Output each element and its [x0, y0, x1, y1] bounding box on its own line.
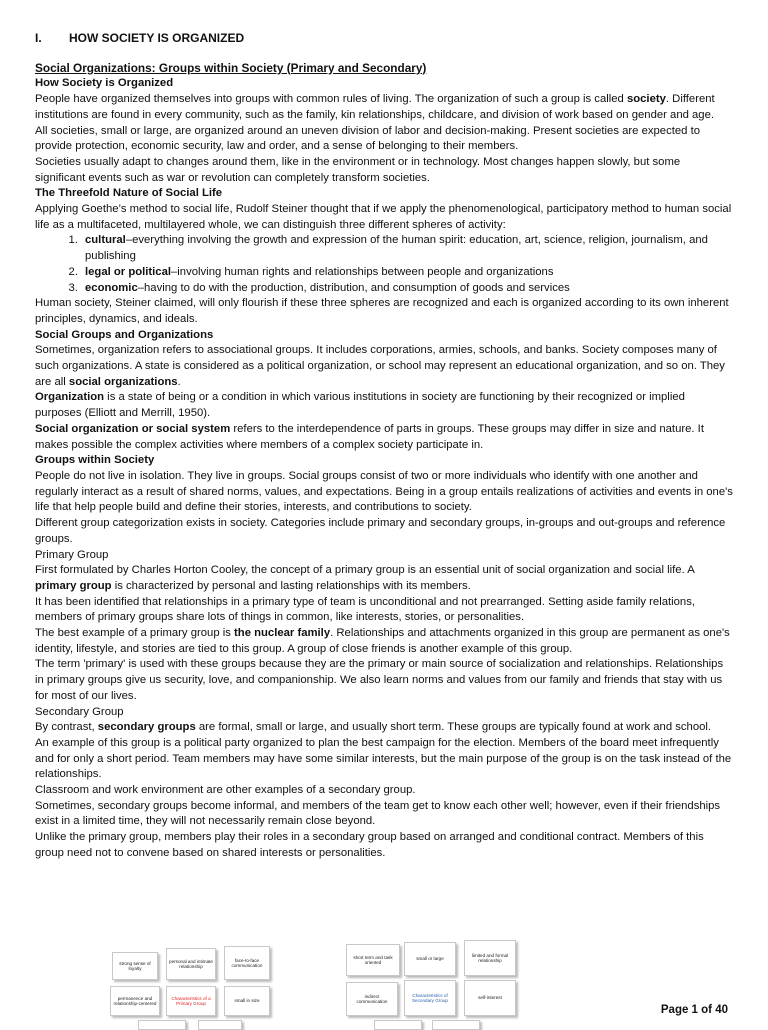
diagram-box-partial: [198, 1020, 242, 1030]
diagram-box: face-to-face communication: [224, 946, 270, 980]
primary-heading: Primary Group: [35, 548, 109, 561]
threefold-heading: The Threefold Nature of Social Life: [35, 187, 223, 200]
secondary-paragraph-2: An example of this group is a political party organized to plan the best campaign for the election. Members of the board meet infrequently and for only a short period. Team members may have some similar interests, but the main purpose of the group is on the task instead of the relationships.: [35, 736, 732, 781]
secondary-paragraph-5: Unlike the primary group, members play their roles in a secondary group based on arranged and conditional contract. Members of this group need not to convene based on shared interests or personalities.: [35, 831, 704, 859]
within-paragraph-2: Different group categorization exists in society. Categories include primary and secondary groups, in-groups and out-groups and reference groups.: [35, 517, 726, 545]
characteristics-diagrams: [0, 934, 768, 1024]
threefold-outro: Human society, Steiner claimed, will only flourish if these three spheres are recognized and each is organized according to its own inherent principles, dynamics, and ideals.: [35, 297, 729, 325]
secondary-paragraph-1: By contrast, secondary groups are formal, small or large, and usually short term. These groups are typically found at work and school.: [35, 721, 712, 734]
threefold-intro: Applying Goethe’s method to social life, Rudolf Steiner thought that if we apply the phenomenological, participatory method to human social life as a multifaceted, multilayered whole, we can distinguish three different spheres of activity:: [35, 203, 732, 231]
diagram-center-box: Characteristics of Secondary Group: [404, 980, 456, 1016]
how-paragraph-1: People have organized themselves into groups with common rules of living. The organization of such a group is called society. Different institutions are found in every community, such as the family, kin relationships, childcare, and division of work based on gender and age.: [35, 93, 715, 121]
secondary-paragraph-4: Sometimes, secondary groups become informal, and members of the team get to know each other well; however, even if their friendships exist in a limited time, they will not necessarily remain close beyond.: [35, 799, 721, 828]
list-item: 1. cultural–everything involving the growth and expression of the human spirit: education, art, science, religion, journalism, and publishing: [81, 233, 733, 264]
section-heading: [35, 31, 733, 47]
diagram-center-box: Characteristics of a Primary Group: [166, 986, 216, 1016]
primary-paragraph-1: First formulated by Charles Horton Cooley, the concept of a primary group is an essential unit of social organization and social life. A primary group is characterized by personal and lasting relationships with its members.: [35, 564, 695, 592]
groups-orgs-paragraph-1: Sometimes, organization refers to associational groups. It includes corporations, armies, schools, and banks. Society composes many of such organizations. A state is considered as a political organization, or school may represent an educational organization, and so on. They are all social organizations.: [35, 344, 725, 388]
section-title: HOW SOCIETY IS ORGANIZED: [69, 31, 245, 45]
diagram-box: indirect communication: [346, 982, 398, 1016]
list-item: 3. economic–having to do with the production, distribution, and consumption of goods and services: [81, 281, 733, 297]
primary-paragraph-4: The term 'primary' is used with these groups because they are the primary or main source of socialization and relationships. Relationships in primary groups give us security, love, and companionship. We also learn norms and values from our family and friends that stay with us for most of our lives.: [35, 658, 724, 702]
primary-paragraph-3: The best example of a primary group is the nuclear family. Relationships and attachments organized in this group are permanent as one's identity, lifestyle, and stories are tied to this group. A group of close friends is another example of this group.: [35, 627, 730, 655]
diagram-box-partial: [374, 1020, 422, 1030]
section-number: I.: [35, 31, 42, 45]
diagram-box: limited and formal relationship: [464, 940, 516, 976]
diagram-box: strong sense of loyalty: [112, 952, 158, 980]
list-item: 2. legal or political–involving human rights and relationships between people and organizations: [81, 265, 733, 281]
diagram-box-partial: [138, 1020, 186, 1030]
within-paragraph-1: People do not live in isolation. They live in groups. Social groups consist of two or more individuals who identify with one another and regularly interact as a result of shared norms, values, and expectations. Being in a group entails realizations of activities and events in one's life that help people build and define their stories, interests, and contributions to society.: [35, 469, 733, 514]
spheres-list: [35, 233, 733, 296]
secondary-heading: Secondary Group: [35, 705, 124, 718]
page-number: Page 1 of 40: [660, 1004, 728, 1016]
groups-orgs-paragraph-3: Social organization or social system refers to the interdependence of parts in groups. These groups may differ in size and nature. It makes possible the complex activities where members of a complex society participate in.: [35, 422, 704, 451]
diagram-box: self-interest: [464, 980, 516, 1016]
how-paragraph-2: All societies, small or large, are organized around an uneven division of labor and decision-making. Present societies are expected to provide protection, economic security, law and order, and a sense of belonging to their members.: [35, 124, 701, 153]
secondary-paragraph-3: Classroom and work environment are other examples of a secondary group.: [35, 784, 416, 797]
diagram-box-partial: [432, 1020, 480, 1030]
lesson-title: Social Organizations: Groups within Society (Primary and Secondary): [35, 60, 427, 75]
diagram-box: personal and intimate relationship: [166, 948, 216, 980]
diagram-box: small or large: [404, 942, 456, 976]
how-paragraph-3: Societies usually adapt to changes around them, like in the environment or in technology. Most changes happen slowly, but some significant events such as war or revolution can completely transform societies.: [35, 155, 681, 184]
within-heading: Groups within Society: [35, 454, 155, 467]
diagram-box: small in size: [224, 986, 270, 1016]
diagram-box: short term and task oriented: [346, 944, 400, 976]
how-heading: How Society is Organized: [35, 77, 174, 90]
groups-orgs-paragraph-2: Organization is a state of being or a condition in which various institutions in society are functioning by their recognized or implied purposes (Elliott and Merrill, 1950).: [35, 391, 685, 420]
diagram-box: permanence and relationship-centered: [110, 986, 160, 1016]
document-body: [35, 31, 733, 862]
primary-paragraph-2: It has been identified that relationships in a primary type of team is unconditional and not prearranged. Setting aside family relations, members of primary groups share lots of things in common, like interests, stories, or personalities.: [35, 595, 695, 624]
groups-orgs-heading: Social Groups and Organizations: [35, 328, 214, 341]
